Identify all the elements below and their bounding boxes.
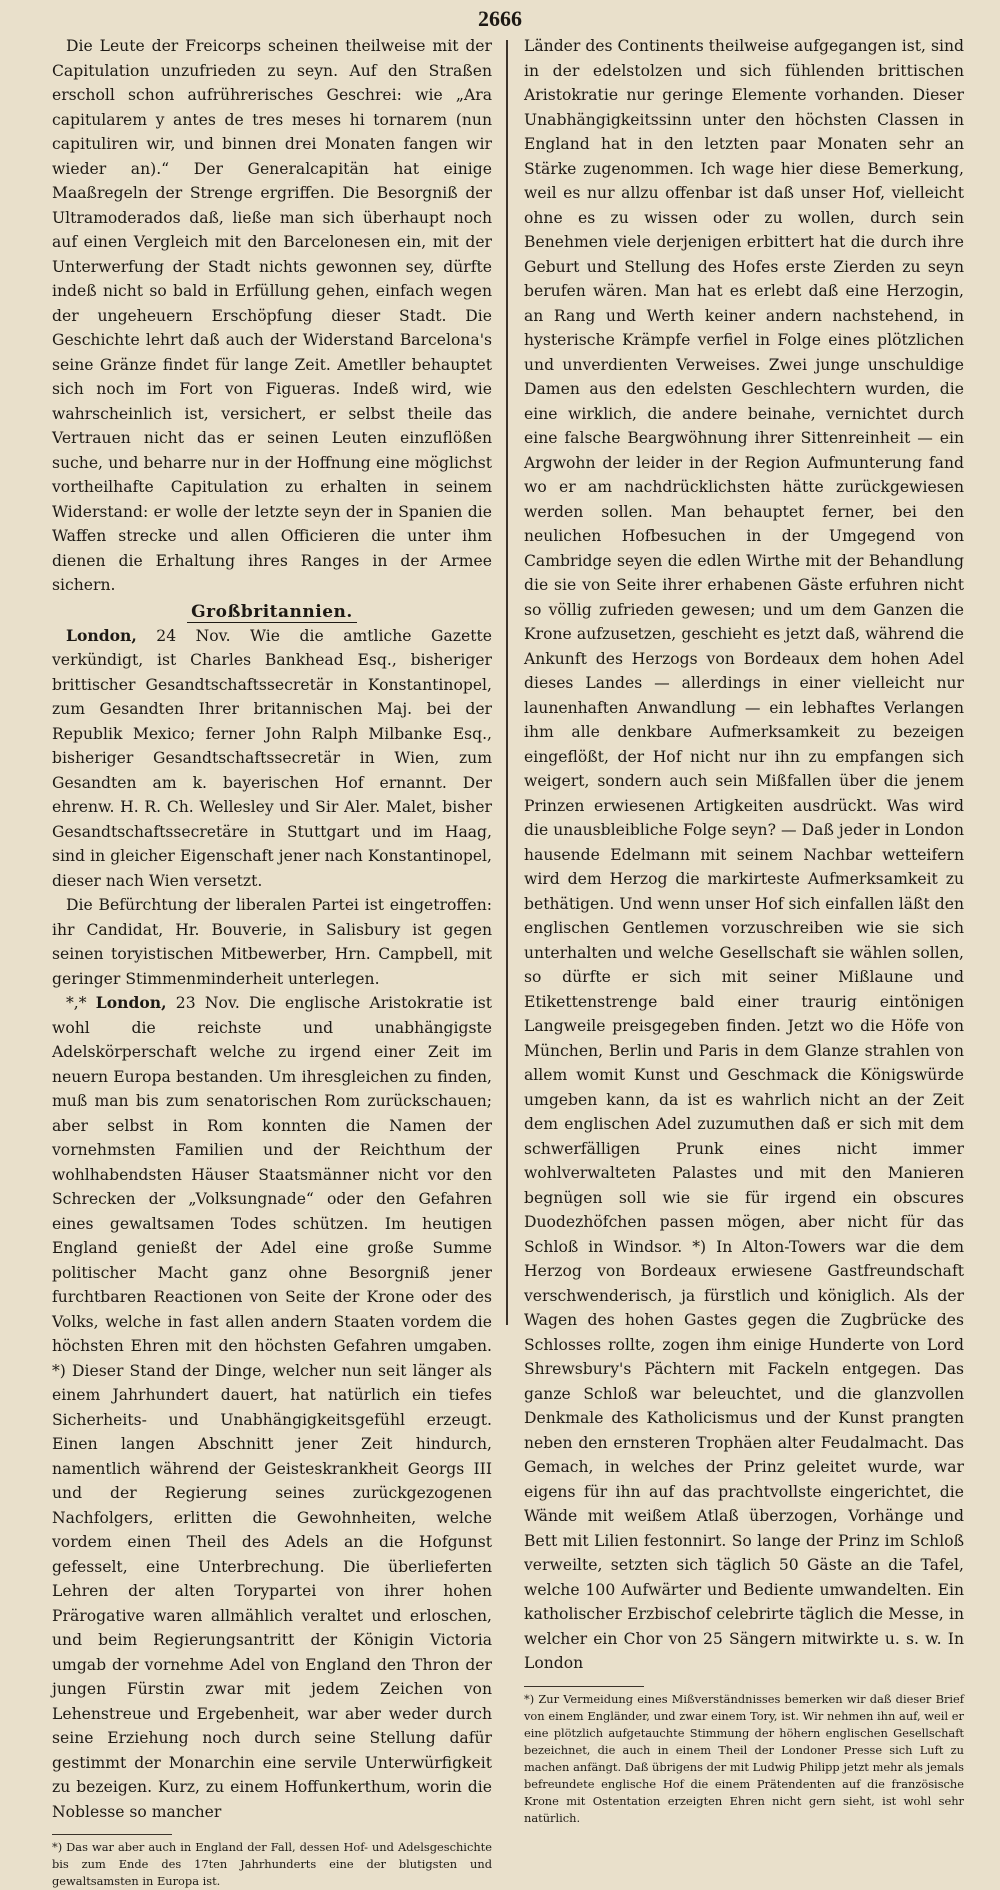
dateline-place: London, [66,625,137,645]
section-heading-text: Großbritannien. [187,602,357,623]
dateline-place: London, [95,993,167,1012]
paragraph-body: Wie die amtliche Gazette verkündigt, ist Charles Bankhead Esq., bisheriger brittischer Gesandtschaftssecretär in Konstantinopel, zum Gesandten Ihrer britannischen Maj. bei der Republik Mexico; ferner John Ralph Milbanke Esq., bisheriger Gesandtschaftssecretär in Wien, zum Gesandten am k. bayerischen Hof ernannt. Der ehrenw. H. R. Ch. Wellesley und Sir Aler. Malet, bisher Gesandtschaftssecretäre in Stuttgart und im Haag, sind in gleicher Eigenschaft jener nach Konstantinopel, dieser nach Wien versetzt. [52,626,492,890]
footnote: *) Das war aber auch in England der Fall, dessen Hof- und Adelsgeschichte bis zum Ende des 17ten Jahrhunderts eine der blutigsten und gewaltsamsten in Europa ist. [52,1840,492,1888]
article-paragraph-freicorps: Die Leute der Freicorps scheinen theilweise mit der Capitulation unzufrieden zu seyn. Auf den Straßen erscholl schon aufrührerisches Geschrei: wie „Ara capitularem y antes de tres meses hi tornarem (nun capituliren wir, und binnen drei Monaten fangen wir wieder an).“ Der Generalcapitän hat einige Maaßregeln der Strenge ergriffen. Die Besorgniß der Ultramoderados daß, ließe man sich überhaupt noch auf einen Vergleich mit den Barcelonesen ein, mit der Unterwerfung der Stadt nichts gewonnen sey, dürfte indeß nicht so bald in Erfüllung gehen, einfach wegen der ungeheuern Erschöpfung dieser Stadt. Die Geschichte lehrt daß auch der Widerstand Barcelona's seine Gränze findet für lange Zeit. Ametller behauptet sich noch im Fort von Figueras. Indeß wird, wie wahrscheinlich ist, versichert, er selbst theile das Vertrauen nicht das er seinen Leuten einzuflößen suche, und beharre nur in der Hoffnung eine möglichst vortheilhafte Capitulation zu erhalten in seinem Widerstand: er wolle der letzte seyn der in Spanien die Waffen strecke und allen Officieren die unter ihm dienen die Erhaltung ihres Ranges in der Armee sichern. [52,37,492,594]
dateline-date: 23 Nov. [166,994,240,1012]
footnote-separator [52,1834,172,1835]
footnote-separator [524,1686,644,1687]
right-column [524,34,964,1827]
article-paragraph-liberal: Die Befürchtung der liberalen Partei ist eingetroffen: ihr Candidat, Hr. Bouverie, in Salisbury ist gegen seinen toryistischen Mitbewerber, Hrn. Campbell, mit geringer Stimmenminderheit unterlegen. [52,896,492,988]
article-paragraph-aristokratie [52,991,492,1824]
left-column [52,34,492,1890]
article-paragraph-continuation: Länder des Continents theilweise aufgegangen ist, sind in der edelstolzen und sich fühlenden brittischen Aristokratie nur geringe Elemente vorhanden. Dieser Unabhängigkeitssinn unter den höchsten Classen in England hat in den letzten paar Monaten sehr an Stärke zugenommen. Ich wage hier diese Bemerkung, weil es nur allzu offenbar ist daß unser Hof, vielleicht ohne es zu wissen oder zu wollen, durch sein Benehmen viele derjenigen erbittert hat die durch ihre Geburt und Stellung des Hofes erste Zierden zu seyn berufen wären. Man hat es erlebt daß eine Herzogin, an Rang und Werth keiner andern nachstehend, in hysterische Krämpfe verfiel in Folge eines plötzlichen und unverdienten Verweises. Zwei junge unschuldige Damen aus den edelsten Geschlechtern wurden, die eine wirklich, die andere beinahe, vernichtet durch eine falsche Beargwöhnung ihrer Sittenreinheit — ein Argwohn der leider in der Region Aufmunterung fand wo er am nachdrücklichsten hätte zurückgewiesen werden sollen. Man behauptet ferner, bei den neulichen Hofbesuchen in der Umgegend von Cambridge seyen die edlen Wirthe mit der Behandlung die sie von Seite ihrer erhabenen Gäste erfuhren nicht so völlig zufrieden gewesen; und um dem Ganzen die Krone aufzusetzen, geschieht es jetzt daß, während die Ankunft des Herzogs von Bordeaux dem hohen Adel dieses Landes — allerdings in einer vielleicht nur launenhaften Anwandlung — ein lebhaftes Verlangen ihm alle denkbare Aufmerksamkeit zu bezeigen eingeflößt, der Hof nicht nur ihn zu empfangen sich weigert, sondern auch sein Mißfallen über die jenem Prinzen erwiesenen Artigkeiten ausdrückt. Was wird die unausbleibliche Folge seyn? — Daß jeder in London hausende Edelmann mit seinem Nachbar wetteifern wird dem Herzog die markirteste Aufmerksamkeit zu bethätigen. Und wenn unser Hof sich einfallen läßt den englischen Gentlemen vorzuschreiben wie sie sich unterhalten und welche Gesellschaft sie wählen sollen, so dürfte er sich mit seiner Mißlaune und Etikettenstrenge bald einer traurig eintönigen Langweile preisgegeben finden. Jetzt wo die Höfe von München, Berlin und Paris in dem Glanze strahlen von allem womit Kunst und Geschmack die Königswürde umgeben kann, da ist es wahrlich nicht an der Zeit dem englischen Adel zuzumuthen daß er sich mit dem schwerfälligen Prunk eines nicht immer wohlverwalteten Palastes und mit den Manieren begnügen soll wie sie für irgend ein obscures Duodezhöfchen passen mögen, aber nicht für das Schloß in Windsor. *) In Alton-Towers war die dem Herzog von Bordeaux erwiesene Gastfreundschaft verschwenderisch, ja fürstlich und königlich. Als der Wagen des hohen Gastes gegen die Zugbrücke des Schlosses rollte, zogen ihm einige Hunderte von Lord Shrewsbury's Pächtern mit Fackeln entgegen. Das ganze Schloß war beleuchtet, und die glanzvollen Denkmale des Katholicismus und der Kunst prangten neben den ernsteren Trophäen alter Feudalmacht. Das Gemach, in welches der Prinz geleitet wurde, war eigens für ihn auf das prachtvollste eingerichtet, die Wände mit weißem Atlaß überzogen, Vorhänge und Bett mit Lilien festonnirt. So lange der Prinz im Schloß verweilte, setzten sich täglich 50 Gäste an die Tafel, welche 100 Aufwärter und Bediente umwandelten. Ein katholischer Erzbischof celebrirte täglich die Messe, in welcher ein Chor von 25 Sängern mitwirkte u. s. w. In London [524,37,964,1672]
article-paragraph-gazette [52,624,492,894]
footnote: *) Zur Vermeidung eines Mißverständnisses bemerken wir daß dieser Brief von einem Engländer, und zwar einem Tory, ist. Wir nehmen ihn auf, weil er eine plötzlich aufgetauchte Stimmung der höhern englischen Gesellschaft bezeichnet, die auch in einem Theil der Londoner Presse sich Luft zu machen anfängt. Daß übrigens der mit Ludwig Philipp jetzt mehr als jemals befreundete englische Hof die einem Prätendenten auf die französische Krone mit Ostentation erzeigten Ehren nicht gern sieht, ist wohl sehr natürlich. [524,1691,964,1825]
dateline-prefix: *,* [66,994,96,1012]
column-divider [506,40,508,1325]
paragraph-body: Die englische Aristokratie ist wohl die reichste und unabhängigste Adelskörperschaft welche zu irgend einer Zeit im neuern Europa bestanden. Um ihresgleichen zu finden, muß man bis zum senatorischen Rom zurückschauen; aber selbst in Rom konnten die Namen der vornehmsten Familien und der Reichthum der wohlhabendsten Häuser Staatsmänner nicht vor den Schrecken der „Volksungnade“ oder den Gefahren eines gewaltsamen Todes schützen. Im heutigen England genießt der Adel eine große Summe politischer Macht ganz ohne Besorgniß jener furchtbaren Reactionen von Seite der Krone oder des Volks, welche in fast allen andern Staaten vordem die höchsten Ehren mit den höchsten Gefahren umgaben. *) Dieser Stand der Dinge, welcher nun seit länger als einem Jahrhundert dauert, hat natürlich ein tiefes Sicherheits- und Unabhängigkeitsgefühl erzeugt. Einen langen Abschnitt jener Zeit hindurch, namentlich während der Geisteskrankheit Georgs III und der Regierung seines zurückgezogenen Nachfolgers, erlitten die Gewohnheiten, welche vordem einen Theil des Adels an die Hofgunst gefesselt, eine Unterbrechung. Die überlieferten Lehren der alten Torypartei von ihrer hohen Prärogative waren allmählich veraltet und erloschen, und beim Regierungsantritt der Königin Victoria umgab der vornehme Adel von England den Thron der jungen Fürstin zwar mit jedem Zeichen von Lehenstreue und Ergebenheit, war aber weder durch seine Erziehung noch durch seine Stellung dafür gestimmt der Monarchin eine servile Unterwürfigkeit zu bezeigen. Kurz, zu einem Hoffunkerthum, worin die Noblesse so mancher [52,994,492,1821]
section-heading [52,600,492,624]
page-number: 2666 [478,6,522,31]
dateline-date: 24 Nov. [136,626,231,645]
